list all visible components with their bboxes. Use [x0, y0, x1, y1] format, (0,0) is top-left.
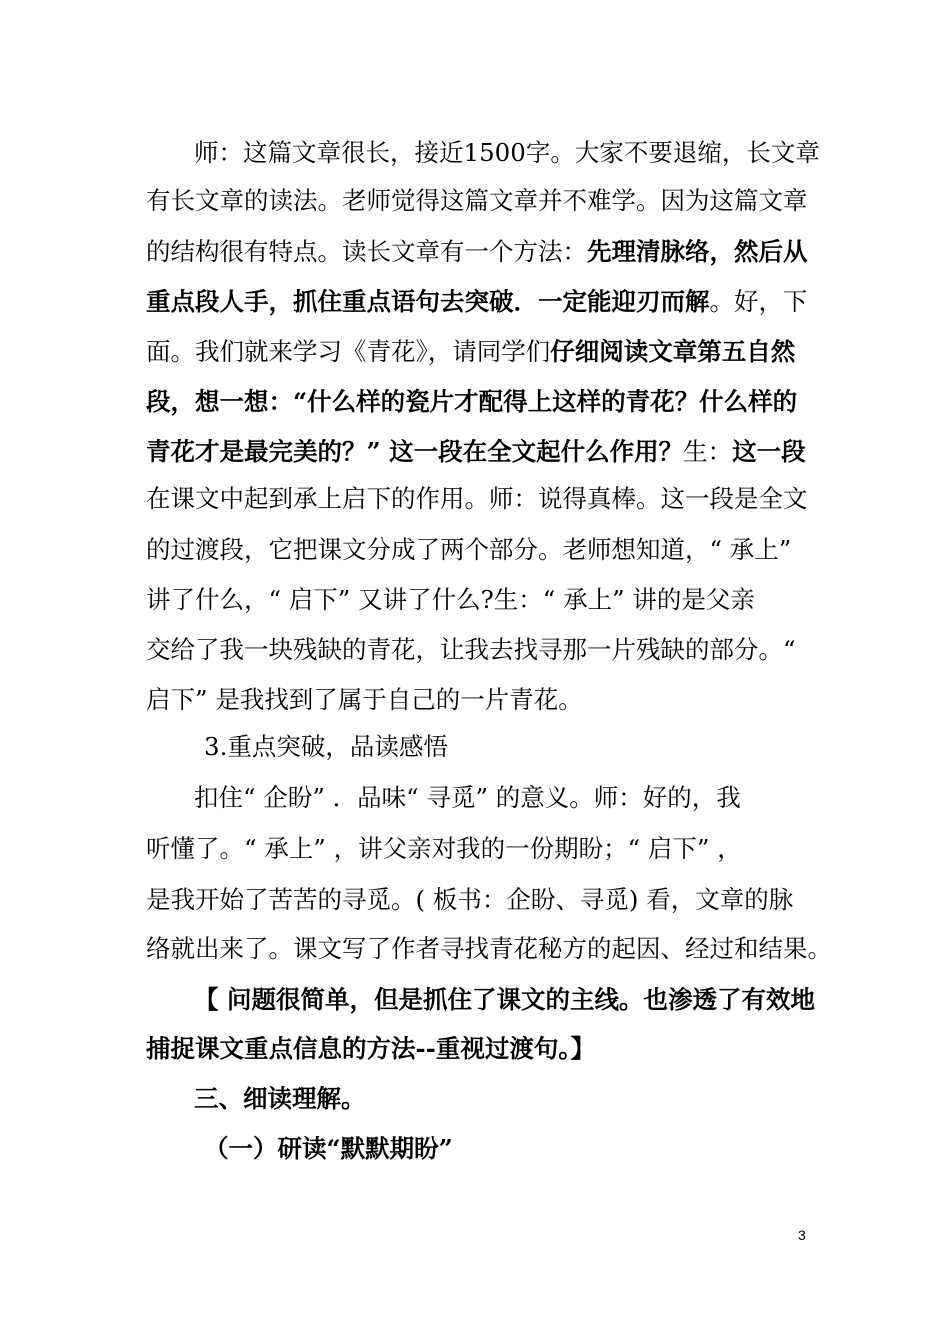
text-line [146, 635, 806, 665]
bold-text-run: 仔细阅读文章第五自然 [550, 337, 796, 366]
text-run: 面。我们就来学习《青花》，请同学们 [146, 337, 551, 366]
text-line [146, 237, 806, 267]
text-line [194, 783, 854, 813]
text-run: 讲了什么，“ 启下” 又讲了什么?生：“ 承上” 讲的是父亲 [146, 585, 755, 614]
text-run: 3.重点突破，品读感悟 [204, 732, 448, 761]
text-line [146, 337, 806, 367]
text-run: 在课文中起到承上启下的作用。师：说得真棒。这一段是全文 [146, 484, 808, 513]
text-run: 有长文章的读法。老师觉得这篇文章并不难学。因为这篇文章 [146, 186, 808, 215]
text-line [146, 287, 806, 317]
text-run: 交给了我一块残缺的青花，让我去找寻那一片残缺的部分。“ [146, 635, 796, 664]
text-line [204, 732, 864, 762]
text-run: 师：这篇文章很长，接近1500字。大家不要退缩，长文章 [194, 138, 820, 167]
bold-text-run: 这一段 [732, 437, 806, 466]
text-run: 扣住“ 企盼” ．品味“ 寻觅” 的意义。师：好的，我 [194, 783, 741, 812]
text-run: 的过渡段，它把课文分成了两个部分。老师想知道，“ 承上” [146, 535, 792, 564]
text-line [146, 387, 806, 417]
text-line [194, 985, 854, 1015]
text-run: 络就出来了。课文写了作者寻找青花秘方的起因、经过和结果。 [146, 934, 832, 963]
text-run: 启下” 是我找到了属于自己的一片青花。 [146, 685, 583, 714]
text-line [146, 585, 806, 615]
text-line [204, 1134, 864, 1164]
text-line [146, 186, 806, 216]
bold-text-run: 【 问题很简单，但是抓住了课文的主线。也渗透了有效地 [194, 985, 816, 1014]
text-run: 听懂了。“ 承上” ，讲父亲对我的一份期盼；“ 启下” ， [146, 834, 742, 863]
text-run: 。好，下 [709, 287, 808, 316]
bold-text-run: 先理清脉络，然后从 [587, 237, 808, 266]
text-line [146, 1034, 806, 1064]
text-line [146, 885, 806, 915]
page-number: 3 [798, 1227, 806, 1243]
text-line [146, 685, 806, 715]
text-run: 的结构很有特点。读长文章有一个方法： [146, 237, 587, 266]
bold-text-run: 青花才是最完美的？” 这一段在全文起什么作用？ [146, 437, 684, 466]
text-run: 生： [683, 437, 733, 466]
bold-text-run: 重点段人手，抓住重点语句去突破．一定能迎刃而解 [146, 287, 710, 316]
text-line [146, 535, 806, 565]
bold-text-run: 段，想一想：“什么样的瓷片才配得上这样的青花？什么样的 [146, 387, 798, 416]
text-line [194, 1084, 854, 1114]
bold-text-run: 三、细读理解。 [194, 1084, 366, 1113]
text-line [146, 484, 806, 514]
text-line [146, 934, 832, 964]
text-line [146, 437, 806, 467]
text-run: 是我开始了苦苦的寻觅。( 板书：企盼、寻觅) 看，文章的脉 [146, 885, 794, 914]
bold-text-run: 捕捉课文重点信息的方法--重视过渡句。】 [146, 1034, 596, 1063]
bold-text-run: （一）研读“默默期盼” [204, 1134, 453, 1163]
text-line [146, 834, 806, 864]
text-line [194, 138, 854, 168]
